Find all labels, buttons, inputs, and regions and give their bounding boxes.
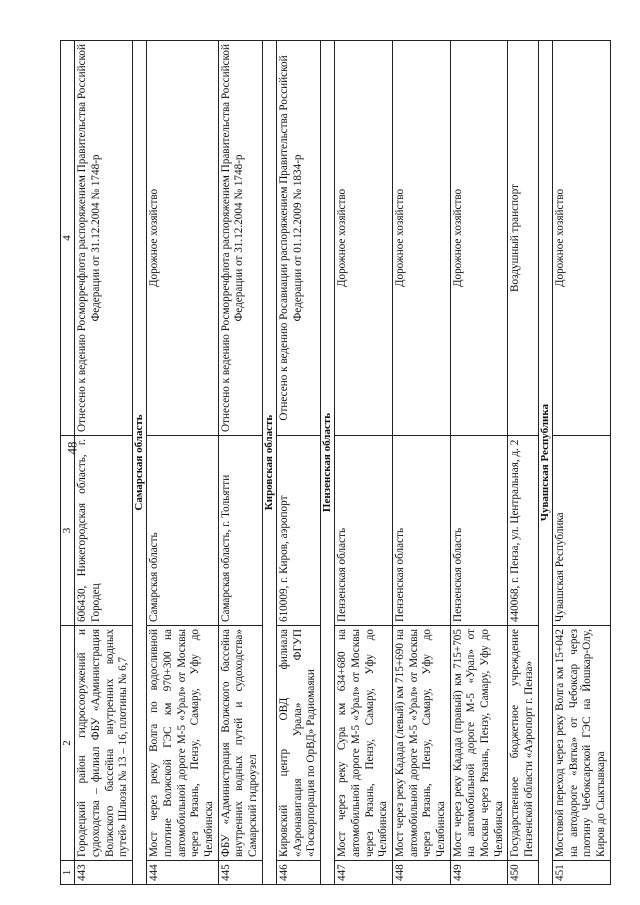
table-row (75, 41, 133, 885)
facility-address: 440068, г. Пенза, ул. Центральная, д. 2 (508, 436, 538, 626)
facility-name: Городецкий район гидросооружений и судоходства – филиал ФБУ «Администрация Волжского бассейна внутренних водных путей» Шлюзы № 13 – 16, плотины № 6,7 (75, 626, 133, 861)
facility-note: Дорожное хозяйство (147, 41, 218, 436)
row-number: 448 (393, 861, 451, 885)
page-number: 48 (64, 441, 80, 455)
row-number: 450 (508, 861, 538, 885)
row-number: 445 (218, 861, 262, 885)
region-label: Кировская область (262, 41, 276, 885)
region-row (538, 41, 552, 885)
facility-name: Государственное бюджетное учреждение Пензенской области «Аэропорт г. Пенза» (508, 626, 538, 861)
facility-name: Кировский центр ОВД филиала «Аэронавигация Урала» ФГУП «Госкорпорация по ОрВД» Радиомаяки (277, 626, 321, 861)
row-number: 444 (147, 861, 218, 885)
facility-note: Дорожное хозяйство (335, 41, 393, 436)
row-number: 451 (553, 861, 611, 885)
facility-note: Дорожное хозяйство (450, 41, 508, 436)
facility-address: Пензенская область (450, 436, 508, 626)
table-body (61, 41, 611, 885)
row-number: 447 (335, 861, 393, 885)
facility-note: Воздушный транспорт (508, 41, 538, 436)
column-header: 4 (61, 41, 75, 436)
table-row (335, 41, 393, 885)
table-row (508, 41, 538, 885)
document-page (60, 40, 608, 885)
facility-address: 610009, г. Киров, аэропорт (277, 436, 321, 626)
table-row (393, 41, 451, 885)
column-header: 3 (61, 436, 75, 626)
table-row (277, 41, 321, 885)
row-number: 443 (75, 861, 133, 885)
region-label: Самарская область (133, 41, 147, 885)
facility-name: Мост через реку Волга по водосливной плотине Волжской ГЭС км 970+300 на автомобильной дороге М-5 «Урал» от Москвы через Рязань, Пензу, Самару, Уфу до Челябинска (147, 626, 218, 861)
facility-note: Отнесено к ведению Росморречфлота распоряжением Правительства Российской Федерации от 31.12.2004 № 1748-р (218, 41, 262, 436)
facility-name: Мост через реку Сура км 634+680 на автомобильной дороге М-5 «Урал» от Москвы через Рязань, Пензу, Самару, Уфу до Челябинска (335, 626, 393, 861)
facility-note: Дорожное хозяйство (393, 41, 451, 436)
table-row (553, 41, 611, 885)
region-label: Пензенская область (321, 41, 335, 885)
region-row (133, 41, 147, 885)
region-row (321, 41, 335, 885)
region-row (262, 41, 276, 885)
facility-address: Пензенская область (393, 436, 451, 626)
header-row (61, 41, 75, 885)
column-header: 1 (61, 861, 75, 885)
facility-note: Дорожное хозяйство (553, 41, 611, 436)
table-row (450, 41, 508, 885)
facility-address: Самарская область (147, 436, 218, 626)
region-label: Чувашская Республика (538, 41, 552, 885)
facility-name: Мостовой переход через реку Волга км 15+042 на автодороге «Вятка» от Чебоксар через плотину Чебоксарской ГЭС на Йошкар-Олу, Киров до Сыктывкара (553, 626, 611, 861)
column-header: 2 (61, 626, 75, 861)
table-row (147, 41, 218, 885)
facility-name: ФБУ «Администрация Волжского бассейна внутренних водных путей и судоходства» Самарский гидроузел (218, 626, 262, 861)
facilities-table (60, 40, 611, 885)
facility-address: Чувашская Республика (553, 436, 611, 626)
table-row (218, 41, 262, 885)
facility-name: Мост через реку Кадада (правый) км 715+705 на автомобильной дороге М-5 «Урал» от Москвы через Рязань, Пензу, Самару, Уфу до Челябинска (450, 626, 508, 861)
facility-address: Самарская область, г. Тольятти (218, 436, 262, 626)
row-number: 449 (450, 861, 508, 885)
facility-address: Пензенская область (335, 436, 393, 626)
facility-name: Мост через реку Кадада (левый) км 715+690 на автомобильной дороге М-5 «Урал» от Москвы через Рязань, Пензу, Самару, Уфу до Челябинска (393, 626, 451, 861)
facility-note: Отнесено к ведению Росморречфлота распоряжением Правительства Российской Федерации от 31.12.2004 № 1748-р (75, 41, 133, 436)
facility-address: 606430, Нижегородская область, г. Городец (75, 436, 133, 626)
facility-note: Отнесено к ведению Росавиации распоряжением Правительства Российской Федерации от 01.12.2009 № 1834-р (277, 41, 321, 436)
row-number: 446 (277, 861, 321, 885)
